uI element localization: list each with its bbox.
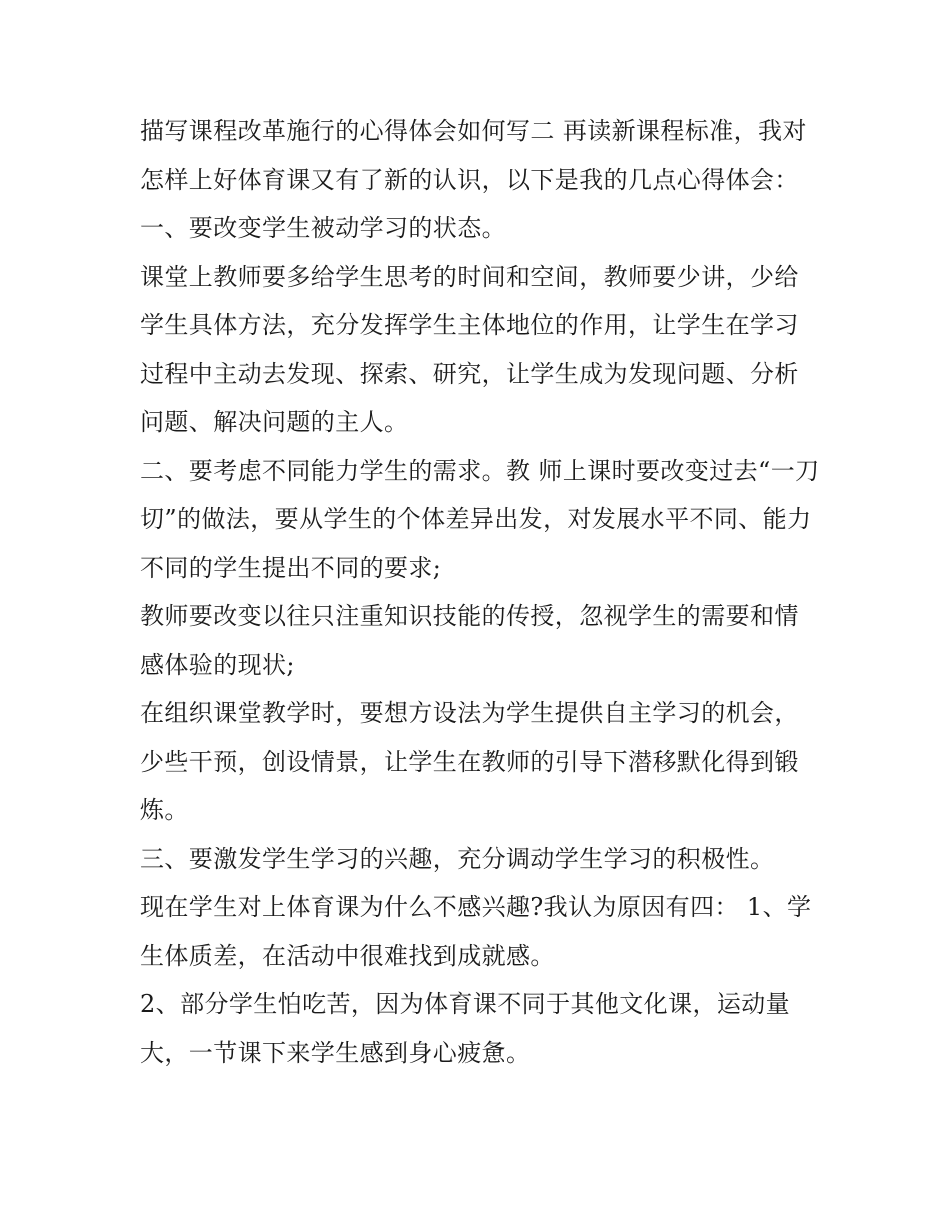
paragraph-reason-two: 2、部分学生怕吃苦，因为体育课不同于其他文化课，运动量大，一节课下来学生感到身心疲惫。 [140,990,791,1067]
paragraph-knowledge-skills: 教师要改变以往只注重知识技能的传授，忽视学生的需要和情感体验的现状; [140,602,799,679]
document-page [140,107,820,1077]
paragraph-reasons-intro: 现在学生对上体育课为什么不感兴趣?我认为原因有四： 1、学生体质差，在活动中很难找到成就感。 [140,893,812,970]
paragraph-stimulate-interest: 三、要激发学生学习的兴趣，充分调动学生学习的积极性。 [140,844,775,873]
paragraph-classroom-teaching: 课堂上教师要多给学生思考的时间和空间，教师要少讲，少给学生具体方法，充分发挥学生主体地位的作用，让学生在学习过程中主动去发现、探索、研究，让学生成为发现问题、分析问题、解决问题的主人。 [140,262,799,436]
paragraph-intro: 描写课程改革施行的心得体会如何写二 再读新课程标准，我对怎样上好体育课又有了新的认识，以下是我的几点心得体会： 一、要改变学生被动学习的状态。 [140,117,807,242]
paragraph-autonomous-learning: 在组织课堂教学时，要想方设法为学生提供自主学习的机会，少些干预，创设情景，让学生在教师的引导下潜移默化得到锻炼。 [140,699,799,824]
paragraph-different-abilities: 二、要考虑不同能力学生的需求。教 师上课时要改变过去“一刀切”的做法，要从学生的个体差异出发，对发展水平不同、能力不同的学生提出不同的要求; [140,456,820,582]
